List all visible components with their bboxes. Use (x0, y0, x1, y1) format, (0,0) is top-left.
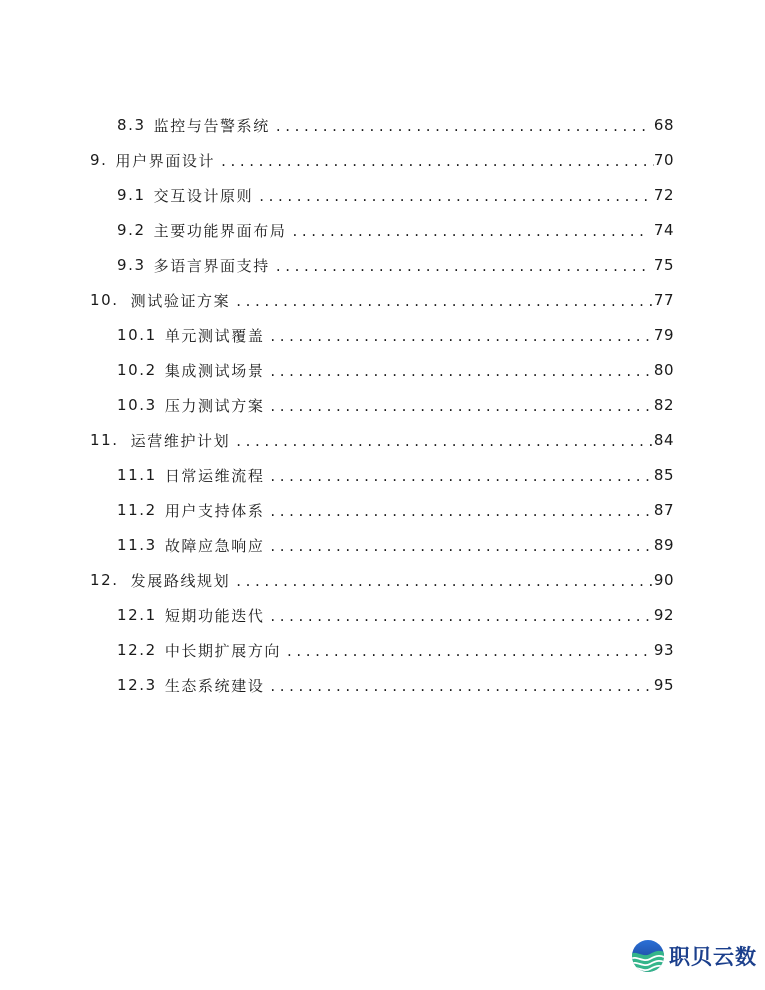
toc-dot-leader (270, 459, 649, 491)
toc-entry-number: 10.2 (117, 361, 157, 379)
toc-dot-leader (259, 179, 650, 211)
brand-name: 职贝云数 (669, 945, 757, 969)
toc-entry-10-1[interactable] (117, 319, 674, 351)
toc-entry-title: 单元测试覆盖 (164, 326, 265, 345)
toc-page-number: 75 (653, 256, 674, 274)
toc-entry-number: 11.2 (117, 501, 157, 519)
toc-entry-title: 中长期扩展方向 (164, 641, 282, 660)
toc-page-number: 74 (653, 221, 674, 239)
toc-page-number: 95 (653, 676, 674, 694)
toc-entry-10[interactable] (90, 284, 674, 316)
toc-page-number: 92 (653, 606, 674, 624)
toc-page-number: 72 (653, 186, 674, 204)
toc-entry-number: 12.2 (117, 641, 157, 659)
toc-entry-12[interactable] (90, 564, 674, 596)
toc-entry-number: 12.1 (117, 606, 157, 624)
toc-entry-number: 11. (90, 431, 119, 449)
toc-entry-number: 9. (90, 151, 108, 169)
toc-page-number: 84 (653, 431, 674, 449)
toc-page-number: 80 (653, 361, 674, 379)
toc-entry-title: 故障应急响应 (164, 536, 265, 555)
toc-entry-number: 10.1 (117, 326, 157, 344)
toc-entry-10-3[interactable] (117, 389, 674, 421)
toc-entry-title: 日常运维流程 (164, 466, 265, 485)
toc-dot-leader (270, 354, 649, 386)
toc-entry-number: 8.3 (117, 116, 146, 134)
toc-entry-number: 11.1 (117, 466, 157, 484)
brand-logo (630, 934, 757, 978)
toc-dot-leader (221, 144, 654, 176)
toc-entry-title: 集成测试场景 (164, 361, 265, 380)
toc-page-number: 70 (653, 151, 674, 169)
toc-entry-number: 12.3 (117, 676, 157, 694)
toc-dot-leader (276, 249, 650, 281)
toc-entry-title: 测试验证方案 (130, 291, 231, 310)
toc-dot-leader (236, 424, 654, 456)
toc-page-number: 89 (653, 536, 674, 554)
toc-page-number: 87 (653, 501, 674, 519)
toc-dot-leader (270, 389, 649, 421)
toc-dot-leader (236, 564, 654, 596)
toc-entry-title: 监控与告警系统 (153, 116, 270, 135)
toc-dot-leader (270, 669, 649, 701)
toc-entry-11-3[interactable] (117, 529, 674, 561)
toc-entry-number: 9.3 (117, 256, 146, 274)
toc-entry-title: 运营维护计划 (130, 431, 231, 450)
toc-entry-title: 主要功能界面布局 (153, 221, 287, 240)
toc-entry-number: 9.2 (117, 221, 146, 239)
toc-entry-number: 10.3 (117, 396, 157, 414)
toc-entry-11-2[interactable] (117, 494, 674, 526)
toc-entry-number: 9.1 (117, 186, 146, 204)
toc-entry-title: 多语言界面支持 (153, 256, 270, 275)
toc-entry-9-3[interactable] (117, 249, 674, 281)
toc-entry-9[interactable] (90, 144, 674, 176)
toc-entry-title: 短期功能迭代 (164, 606, 265, 625)
toc-entry-9-2[interactable] (117, 214, 674, 246)
toc-page-number: 90 (653, 571, 674, 589)
wave-globe-icon (630, 938, 666, 974)
toc-dot-leader (292, 214, 649, 246)
toc-entry-12-2[interactable] (117, 634, 674, 666)
toc-entry-10-2[interactable] (117, 354, 674, 386)
toc-entry-title: 生态系统建设 (164, 676, 265, 695)
toc-page-number: 68 (653, 116, 674, 134)
toc-dot-leader (276, 109, 650, 141)
toc-entry-number: 12. (90, 571, 119, 589)
toc-entry-title: 用户界面设计 (115, 151, 216, 170)
toc-entry-9-1[interactable] (117, 179, 674, 211)
toc-entry-title: 交互设计原则 (153, 186, 254, 205)
toc-page-number: 93 (653, 641, 674, 659)
toc-page-number: 77 (653, 291, 674, 309)
toc-entry-title: 用户支持体系 (164, 501, 265, 520)
toc-dot-leader (270, 599, 649, 631)
toc-entry-12-1[interactable] (117, 599, 674, 631)
toc-page-number: 82 (653, 396, 674, 414)
toc-entry-title: 压力测试方案 (164, 396, 265, 415)
toc-page-number: 79 (653, 326, 674, 344)
toc-entry-number: 10. (90, 291, 119, 309)
toc-dot-leader (287, 634, 650, 666)
toc-page-number: 85 (653, 466, 674, 484)
toc-dot-leader (270, 529, 649, 561)
toc-dot-leader (270, 494, 649, 526)
toc-entry-12-3[interactable] (117, 669, 674, 701)
toc-entry-11[interactable] (90, 424, 674, 456)
toc-entry-8-3[interactable] (117, 109, 674, 141)
toc-dot-leader (270, 319, 649, 351)
toc-entry-title: 发展路线规划 (130, 571, 231, 590)
toc-entry-11-1[interactable] (117, 459, 674, 491)
toc-dot-leader (236, 284, 654, 316)
toc-entry-number: 11.3 (117, 536, 157, 554)
